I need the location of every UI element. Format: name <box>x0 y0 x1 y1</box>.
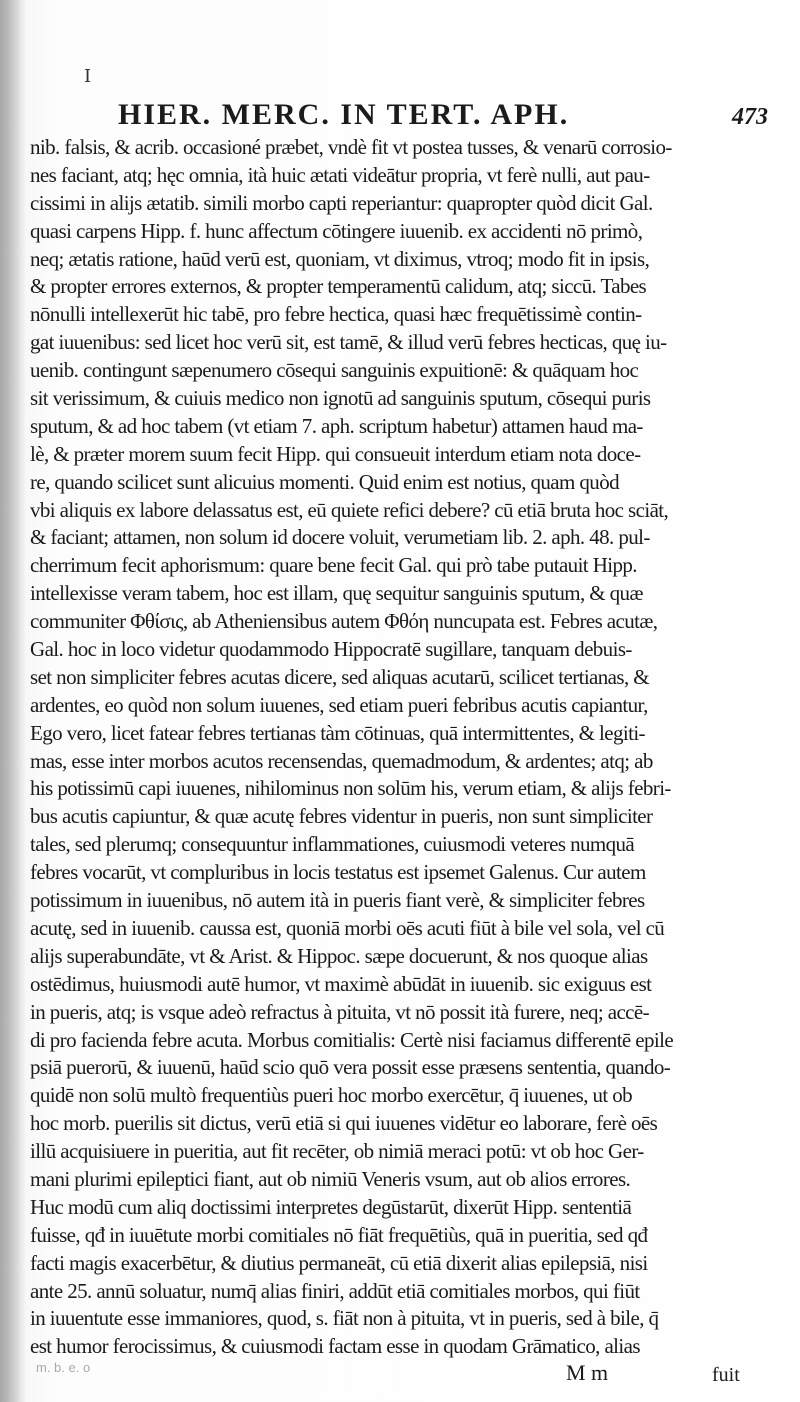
text-line: mas, esse inter morbos acutos recensendas, quemadmodum, & ardentes; atq; ab <box>30 748 653 773</box>
text-line: quidē non solū multò frequentiùs pueri hoc morbo exercētur, q̄ iuuenes, ut ob <box>30 1083 633 1108</box>
text-line: nib. falsis, & acrib. occasioné præbet, vndè fit vt postea tusses, & venarū corrosio- <box>30 135 672 159</box>
text-line: in pueris, atq; is vsque adeò refractus à pituita, vt nō possit ità furere, neq; accē- <box>30 999 650 1024</box>
text-line: in iuuentute esse immaniores, quod, s. fiāt non à pituita, vt in pueris, sed à bile, q̄ <box>30 1306 659 1331</box>
text-line: potissimum in iuuenibus, nō autem ità in pueris fiant verè, & simpliciter febres <box>30 888 645 913</box>
text-line: acutę, sed in iuuenib. caussa est, quoniā morbi oēs acuti fiūt à bile vel sola, vel cū <box>30 915 665 940</box>
text-line: & faciant; attamen, non solum id docere voluit, verumetiam lib. 2. aph. 48. pul- <box>30 525 650 550</box>
text-line: sit verissimum, & cuiuis medico non ignotū ad sanguinis sputum, cōsequi puris <box>30 386 651 411</box>
running-header <box>0 98 800 134</box>
catchword: fuit <box>712 1364 740 1386</box>
text-line: Huc modū cum aliq doctissimi interpretes degūstarūt, dixerūt Hipp. sententiā <box>30 1194 632 1219</box>
text-line: lè, & præter morem suum fecit Hipp. qui consueuit interdum etiam nota doce- <box>30 441 641 466</box>
text-line: Ego vero, licet fatear febres tertianas tàm cōtinuas, quā intermittentes, & legiti- <box>30 720 645 745</box>
text-line: bus acutis capiuntur, & quæ acutę febres videntur in pueris, non sunt simpliciter <box>30 804 653 829</box>
text-line: uenib. contingunt sæpenumero cōsequi sanguinis expuitionē: & quāquam hoc <box>30 358 639 383</box>
text-line: ostēdimus, huiusmodi autē humor, vt maximè abūdāt in iuuenib. sic exiguus est <box>30 971 652 996</box>
faint-bleedthrough-mark: m. b. e. o <box>36 1360 91 1375</box>
text-line: hoc morb. puerilis sit dictus, verū etiā si qui iuuenes vidētur eo laborare, ferè oēs <box>30 1111 658 1136</box>
text-line: alijs superabundāte, vt & Arist. & Hippoc. sæpe docuerunt, & nos quoque alias <box>30 943 648 968</box>
text-line: quasi carpens Hipp. f. hunc affectum cōtingere iuuenib. ex accidenti nō primò, <box>30 218 643 243</box>
text-line: re, quando scilicet sunt alicuius momenti. Quid enim est notius, quam quòd <box>30 469 620 494</box>
text-line: febres vocarūt, vt compluribus in locis testatus est ipsemet Galenus. Cur autem <box>30 860 646 885</box>
text-line: tales, sed plerumq; consequuntur inflammationes, cuiusmodi veteres numquā <box>30 832 635 857</box>
text-line: illū acquisiuere in pueritia, aut fit recēter, ob nimiā meraci potū: vt ob hoc Ger- <box>30 1139 644 1164</box>
text-line: facti magis exacerbētur, & diutius permaneāt, cū etiā dixerit alias epilepsiā, nisi <box>30 1250 648 1275</box>
text-line: cherrimum fecit aphorismum: quare bene fecit Gal. qui prò tabe putauit Hipp. <box>30 553 637 578</box>
text-line: gat iuuenibus: sed licet hoc verū sit, est tamē, & illud verū febres hecticas, quę iu- <box>30 330 667 355</box>
text-line: fuisse, qđ in iuuētute morbi comitiales nō fiāt frequētiùs, quā in pueritia, sed qđ <box>30 1222 648 1247</box>
gutter-shadow <box>0 0 26 1402</box>
text-line: his potissimū capi iuuenes, nihilominus non solūm his, verum etiam, & alijs febri- <box>30 776 671 801</box>
page-number: 473 <box>732 104 768 130</box>
margin-mark: I <box>84 66 92 87</box>
text-line: vbi aliquis ex labore delassatus est, eū quiete refici debere? cū etiā bruta hoc sciāt, <box>30 497 669 522</box>
text-line: ante 25. annū soluatur, numq̄ alias finiri, addūt etiā comitiales morbos, qui fiūt <box>30 1278 640 1303</box>
running-title: HIER. MERC. IN TERT. APH. <box>118 98 570 131</box>
text-line: Gal. hoc in loco videtur quodammodo Hippocratē sugillare, tanquam debuis- <box>30 637 632 662</box>
text-line: mani plurimi epileptici fiant, aut ob nimiū Veneris vsum, aut ob alios errores. <box>30 1166 631 1191</box>
text-line: neq; ætatis ratione, haūd verū est, quoniam, vt diximus, vtroq; modo fit in ipsis, <box>30 246 650 271</box>
text-line: sputum, & ad hoc tabem (vt etiam 7. aph. scriptum habetur) attamen haud ma- <box>30 413 643 438</box>
text-line: & propter errores externos, & propter temperamentū calidum, atq; siccū. Tabes <box>30 274 647 299</box>
text-line: psiā puerorū, & iuuenū, haūd scio quō vera possit esse præsens sententia, quando- <box>30 1055 671 1080</box>
body-text <box>30 134 782 1361</box>
text-line: intellexisse veram tabem, hoc est illam, quę sequitur sanguinis sputum, & quæ <box>30 581 643 606</box>
text-line: nes faciant, atq; hęc omnia, ità huic ætati videātur propria, vt ferè nulli, aut pau- <box>30 162 650 187</box>
text-line: ardentes, eo quòd non solum iuuenes, sed etiam pueri febribus acutis capiantur, <box>30 692 648 717</box>
text-line: set non simpliciter febres acutas dicere, sed aliquas acutarū, scilicet tertianas, & <box>30 664 650 689</box>
text-line: nōnulli intellexerūt hic tabē, pro febre hectica, quasi hæc frequētissimè contin- <box>30 302 642 327</box>
text-line: communiter Φθίσις, ab Atheniensibus autem Φθόη nuncupata est. Febres acutæ, <box>30 609 658 634</box>
text-line: di pro facienda febre acuta. Morbus comitialis: Certè nisi faciamus differentē epile <box>30 1027 674 1052</box>
text-line: est humor ferocissimus, & cuiusmodi factam esse in quodam Grāmatico, alias <box>30 1334 640 1359</box>
signature-mark: M m <box>566 1360 609 1385</box>
text-line: cissimi in alijs ætatib. simili morbo capti reperiantur: quapropter quòd dicit Gal. <box>30 190 653 215</box>
